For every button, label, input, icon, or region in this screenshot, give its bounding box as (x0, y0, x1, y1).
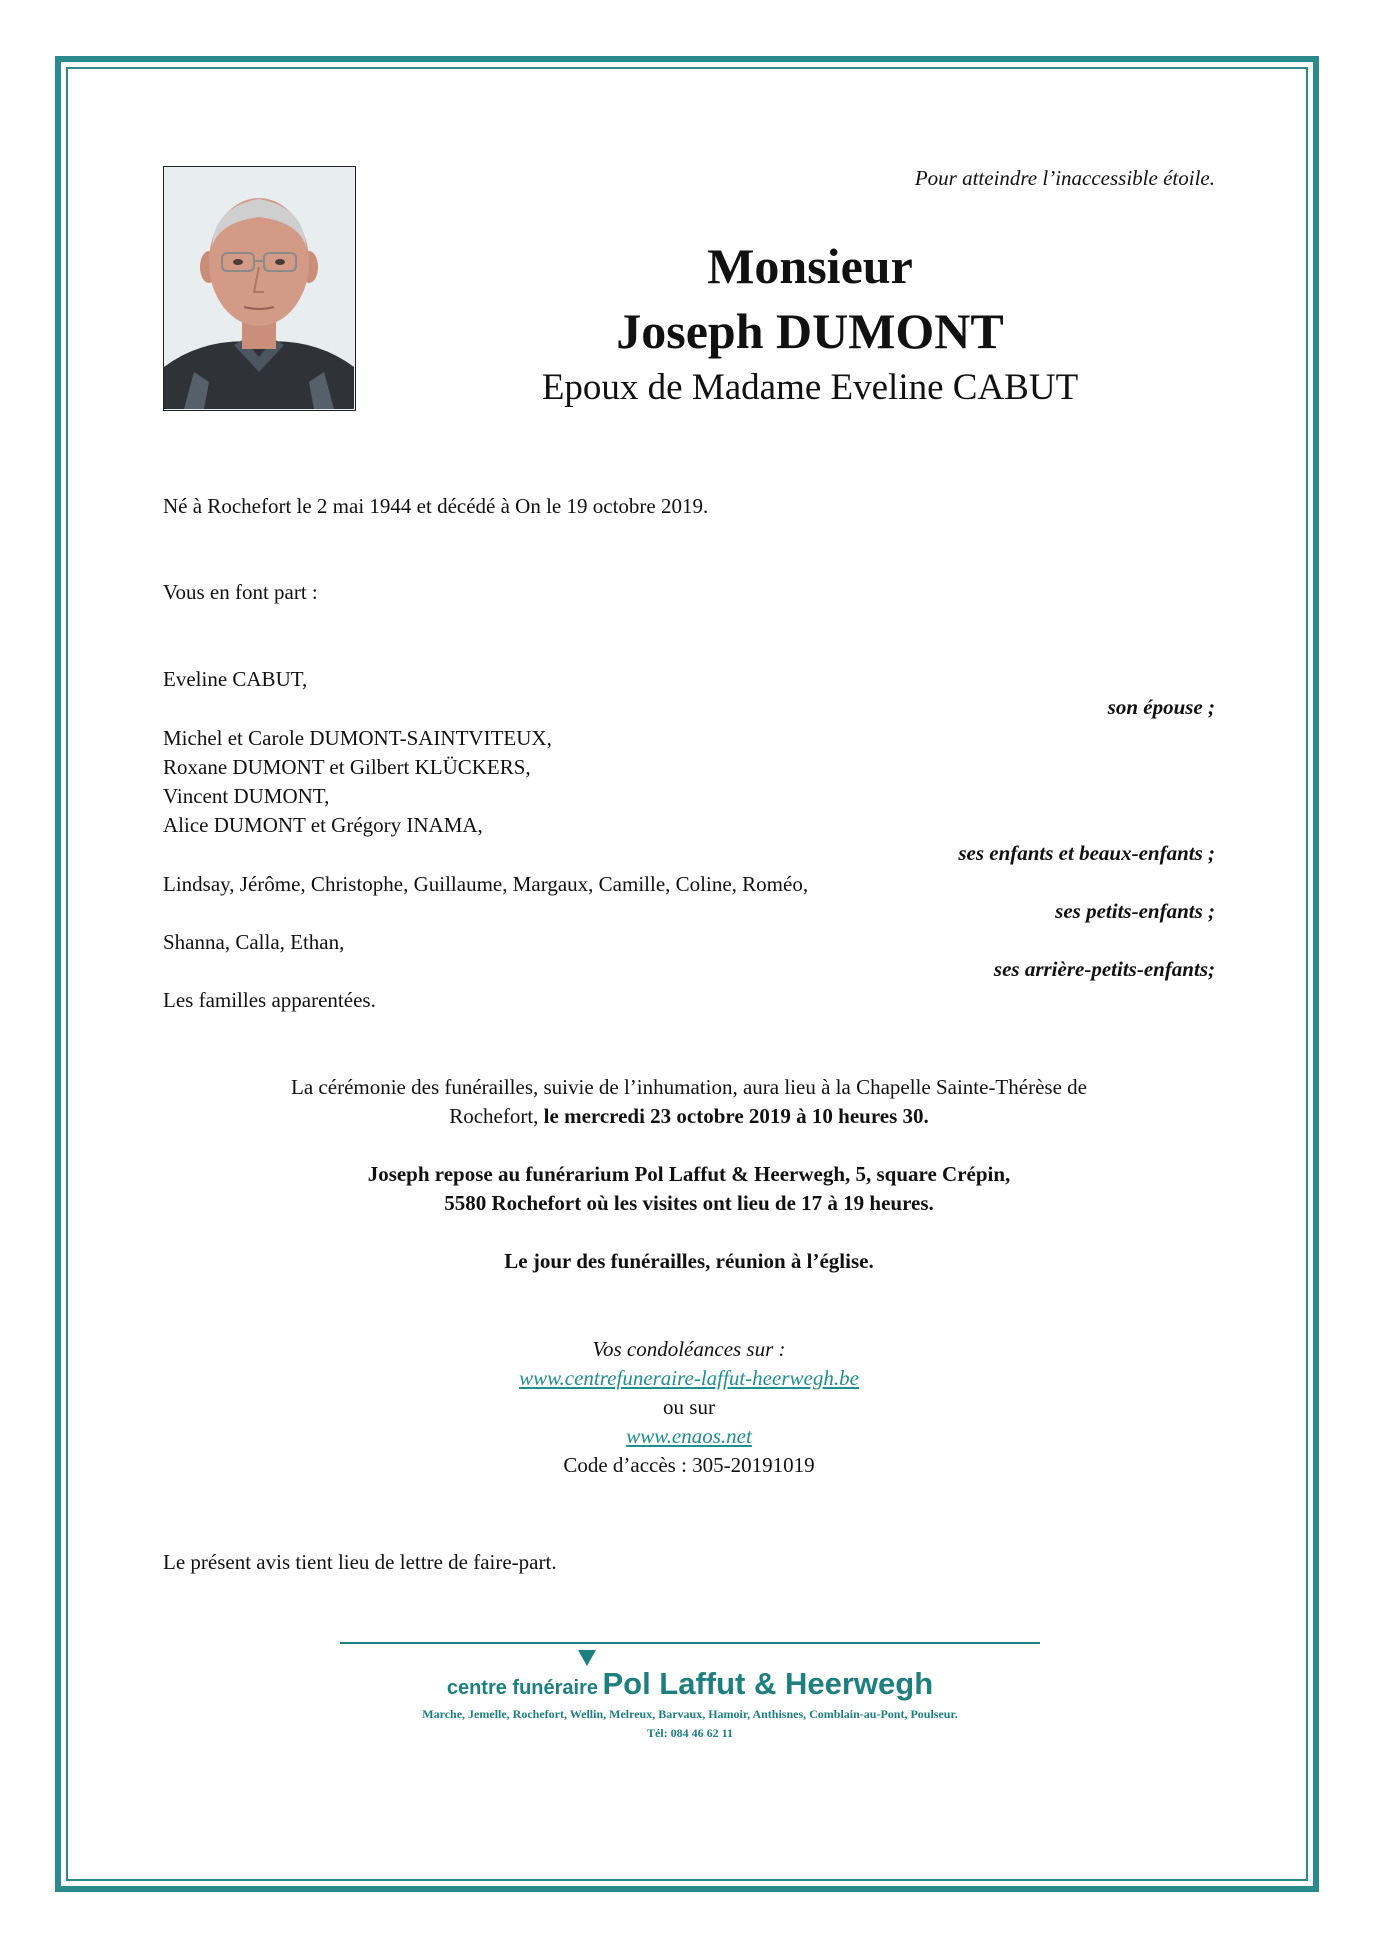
list-item: Vincent DUMONT, (163, 784, 330, 808)
ceremony-block (163, 1073, 1215, 1131)
announcement-text: Vous en font part : (163, 580, 318, 604)
list-item: Michel et Carole DUMONT-SAINTVITEUX, (163, 726, 552, 750)
grandchildren-entry: Lindsay, Jérôme, Christophe, Guillaume, Margaux, Camille, Coline, Roméo, (163, 872, 809, 896)
condolences-block (163, 1335, 1215, 1480)
children-list (163, 724, 552, 840)
logo-name: Pol Laffut & Heerwegh (602, 1666, 934, 1701)
great-grandchildren-entry: Shanna, Calla, Ethan, (163, 930, 345, 954)
condolences-link-primary[interactable]: www.centrefuneraire-laffut-heerwegh.be (519, 1366, 859, 1390)
access-code: Code d’accès : 305-20191019 (563, 1453, 815, 1477)
ceremony-line-1: La cérémonie des funérailles, suivie de l’inhumation, aura lieu à la Chapelle Sainte-Thérèse de (291, 1075, 1087, 1099)
relatives-entry: Les familles apparentées. (163, 988, 376, 1012)
logo-prefix: centre funéraire (446, 1677, 598, 1699)
logo-locations: Marche, Jemelle, Rochefort, Wellin, Melreux, Barvaux, Hamoir, Anthisnes, Comblain-au-Pont, Poulseur. (422, 1707, 958, 1721)
grandchildren-role: ses petits-enfants ; (1055, 899, 1215, 923)
list-item: Roxane DUMONT et Gilbert KLÜCKERS, (163, 755, 531, 779)
logo-phone: Tél: 084 46 62 11 (647, 1726, 733, 1740)
great-grandchildren-role: ses arrière-petits-enfants; (993, 957, 1215, 981)
salutation: Monsieur (707, 238, 913, 294)
funerarium-line-1: Joseph repose au funérarium Pol Laffut & Heerwegh, 5, square Crépin, (367, 1162, 1011, 1186)
condolences-title: Vos condoléances sur : (592, 1337, 786, 1361)
condolences-or: ou sur (663, 1395, 715, 1419)
funeral-home-logo (340, 1666, 1040, 1702)
ceremony-line-2 (163, 1102, 1215, 1131)
spouse-line: Epoux de Madame Eveline CABUT (541, 367, 1079, 408)
spouse-entry: Eveline CABUT, (163, 667, 308, 691)
children-role: ses enfants et beaux-enfants ; (958, 841, 1215, 865)
ceremony-place: Rochefort, (449, 1104, 539, 1128)
portrait-photo (163, 166, 356, 411)
birth-death-text: Né à Rochefort le 2 mai 1944 et décédé à On le 19 octobre 2019. (163, 494, 709, 518)
meeting-text: Le jour des funérailles, réunion à l’église. (504, 1249, 874, 1273)
condolences-link-secondary[interactable]: www.enaos.net (626, 1424, 752, 1448)
deceased-name: Joseph DUMONT (616, 303, 1004, 359)
notice-text: Le présent avis tient lieu de lettre de faire-part. (163, 1550, 557, 1574)
portrait-illustration (164, 167, 354, 409)
list-item: Alice DUMONT et Grégory INAMA, (163, 813, 483, 837)
funerarium-block (163, 1160, 1215, 1218)
spouse-role: son épouse ; (1107, 695, 1215, 719)
epigraph-quote: Pour atteindre l’inaccessible étoile. (914, 166, 1215, 190)
ceremony-date: le mercredi 23 octobre 2019 à 10 heures 30. (543, 1104, 929, 1128)
logo-rule (340, 1642, 1040, 1644)
funerarium-line-2: 5580 Rochefort où les visites ont lieu de 17 à 19 heures. (444, 1191, 934, 1215)
